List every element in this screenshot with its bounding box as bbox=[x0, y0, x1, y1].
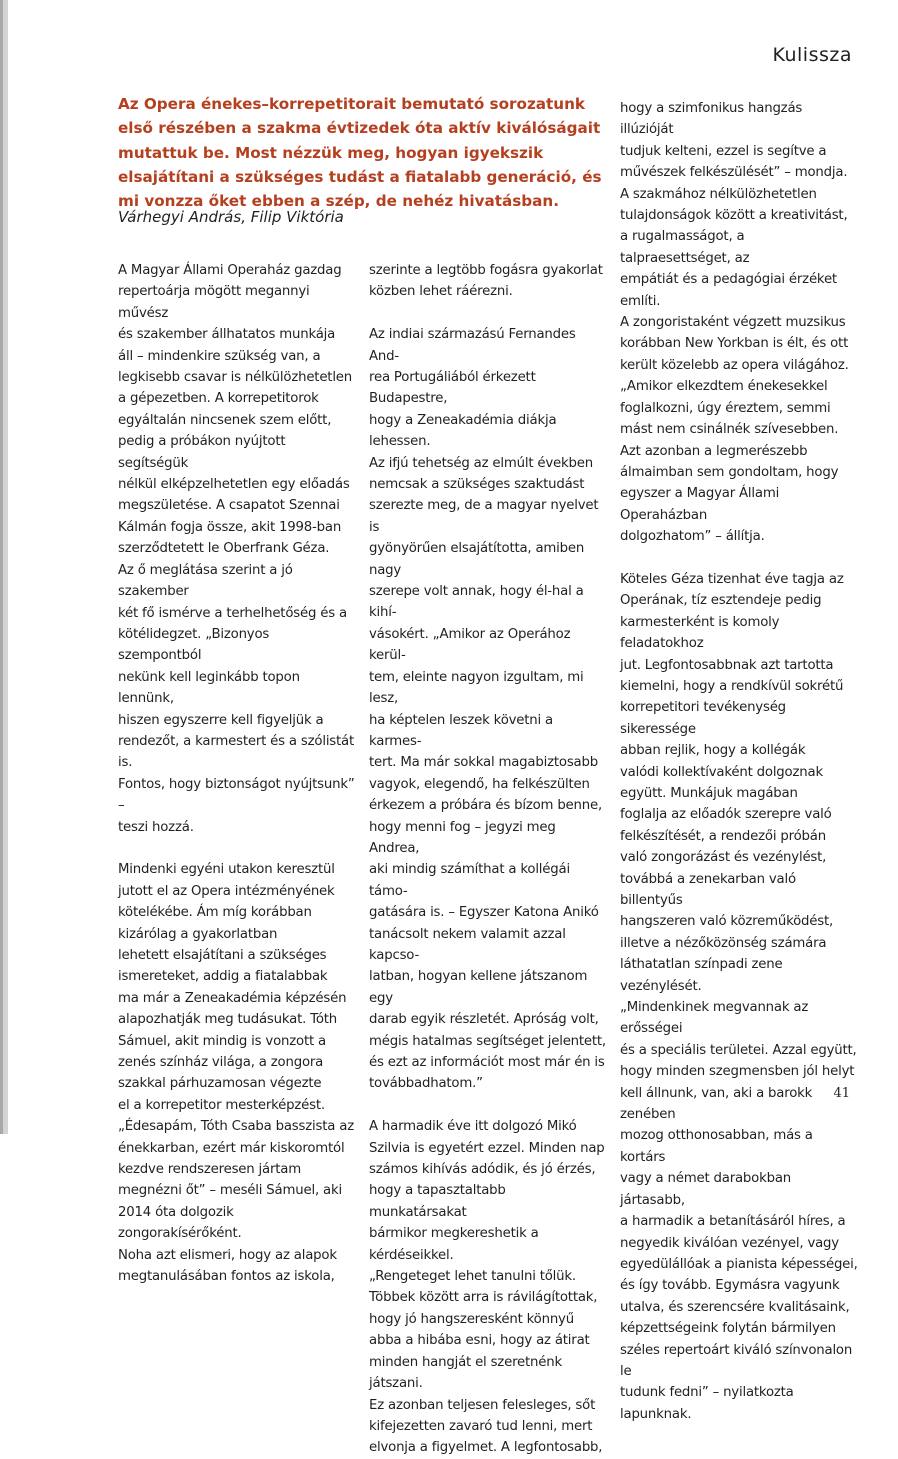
lead-paragraph: Az Opera énekes–korrepetitorait bemutató sorozatunk első részében a szakma évtizedek óta aktív kiválóságait mutattuk be. Most nézzük meg, hogyan igyekszik elsajátítani a szükséges tudást a fiatalabb generáció, és mi vonzza őket ebben a szép, de nehéz hivatásban. bbox=[118, 95, 602, 211]
column-3 bbox=[620, 98, 858, 1425]
paragraph: Mindenki egyéni utakon keresztül jutott el az Opera intézményének kötelékébe. Ám míg korábban kizárólag a gyakorlatban lehetett elsajátítani a szükséges ismereteket, addig a fiatalabbak ma már a Zeneakadémia képzésén alapozhatják meg tudásukat. Tóth Sámuel, akit mindig is vonzott a zenés színház világa, a zongora szakkal párhuzamosan végezte el a korrepetitor mesterképzést. „Édesapám, Tóth Csaba basszista az énekkarban, ezért már kiskoromtól kezdve rendszeresen jártam megnézni őt” – meséli Sámuel, aki 2014 óta dolgozik zongorakísérőként. Noha azt elismeri, hogy az alapok megtanulásában fontos az iskola, bbox=[118, 862, 354, 1285]
paragraph: Köteles Géza tizenhat éve tagja az Operának, tíz esztendeje pedig karmesterként is komoly feladatokhoz jut. Legfontosabbnak azt tartotta kiemelni, hogy a rendkívül sokrétű korrepetitori tevékenység sikeressége abban rejlik, hogy a kollégák valódi kollektívaként dolgoznak együtt. Munkájuk magában foglalja az előadók szerepre való felkészítését, a rendezői próbán való zongorázást és vezénylést, továbbá a zenekarban való billentyűs hangszeren való közreműködést, illetve a nézőközönség számára láthatatlan színpadi zene vezénylését. „Mindenkinek megvannak az erősségei és a speciális területei. Azzal együtt, hogy minden szegmensben jól helyt kell állnunk, van, aki a barokk zenében mozog otthonosabban, más a kortárs vagy a német darabokban jártasabb, a harmadik a betanításáról híres, a negyedik kiválóan vezényel, vagy egyedülállóak a pianista képességei, és így tovább. Egymásra vagyunk utalva, és szerencsére kvalitásaink, képzettségeink folytán bármilyen széles repertoárt kiváló színvonalon le tudunk fedni” – nyilatkozta lapunknak. bbox=[620, 571, 858, 1422]
paragraph: szerinte a legtöbb fogásra gyakorlat közben lehet ráérezni. bbox=[369, 263, 603, 300]
paragraph: A Magyar Állami Operaház gazdag repertoárja mögött megannyi művész és szakember állhatatos munkája áll – mindenkire szükség van, a legkisebb csavar is nélkülözhetetlen a gépezetben. A korrepetitorok egyáltalán nincsenek szem előtt, pedig a próbákon nyújtott segítségük nélkül elképzelhetetlen egy előadás megszületése. A csapatot Szennai Kálmán fogja össze, akit 1998-ban szerződtetett le Oberfrank Géza. Az ő meglátása szerint a jó szakember két fő ismérve a terhelhetőség és a kötélidegzet. „Bizonyos szempontból nekünk kell leginkább topon lennünk, hiszen egyszerre kell figyeljük a rendezőt, a karmestert és a szólistát is. Fontos, hogy biztonságot nyújtsunk” – teszi hozzá. bbox=[118, 263, 355, 835]
column-2 bbox=[369, 260, 607, 1459]
section-title: Kulissza bbox=[772, 44, 852, 66]
article-authors: Várhegyi András, Filip Viktória bbox=[118, 208, 344, 226]
paragraph: hogy a szimfonikus hangzás illúzióját tudjuk kelteni, ezzel is segítve a művészek felkészülését” – mondja. A szakmához nélkülözhetetlen tulajdonságok között a kreativitást, a rugalmasságot, a talpraesettséget, az empátiát és a pedagógiai érzéket említi. A zongoristaként végzett muzsikus korábban New Yorkban is élt, és ott került közelebb az opera világához. „Amikor elkezdtem énekesekkel foglalkozni, úgy éreztem, semmi mást nem csinálnék szívesebben. Azt azonban a legmerészebb álmaimban sem gondoltam, hogy egyszer a Magyar Állami Operaházban dolgozhatom” – állítja. bbox=[620, 101, 849, 545]
paragraph: A harmadik éve itt dolgozó Mikó Szilvia is egyetért ezzel. Minden nap számos kihívás adódik, és jó érzés, hogy a tapasztaltabb munkatársakat bármikor megkereshetik a kérdéseikkel. „Rengeteget lehet tanulni tőlük. Többek között arra is rávilágítottak, hogy jó hangszeresként könnyű abba a hibába esni, hogy az átirat minden hangját el szeretnénk játszani. Ez azonban teljesen felesleges, sőt kifejezetten zavaró tud lenni, mert elvonja a figyelmet. A legfontosabb, bbox=[369, 1119, 605, 1456]
page-edge bbox=[0, 0, 8, 1134]
paragraph: Az indiai származású Fernandes And- rea Portugáliából érkezett Budapestre, hogy a Zeneakadémia diákja lehessen. Az ifjú tehetség az elmúlt években nemcsak a szükséges szaktudást szerezte meg, de a magyar nyelvet is gyönyörűen elsajátította, amiben nagy szerepe volt annak, hogy él-hal a kihí- vásokért. „Amikor az Operához kerül- tem, eleinte nagyon izgultam, mi lesz, ha képtelen leszek követni a karmes- tert. Ma már sokkal magabiztosabb vagyok, elegendő, ha felkészülten érkezem a próbára és bízom benne, hogy menni fog – jegyzi meg Andrea, aki mindig számíthat a kollégái támo- gatására is. – Egyszer Katona Anikó tanácsolt nekem valamit azzal kapcso- latban, hogyan kellene játszanom egy darab egyik részletét. Apróság volt, mégis hatalmas segítséget jelentett, és ezt az információt most már én is továbbadhatom.” bbox=[369, 327, 606, 1092]
column-1 bbox=[118, 260, 356, 1287]
page-number: 41 bbox=[833, 1086, 850, 1101]
